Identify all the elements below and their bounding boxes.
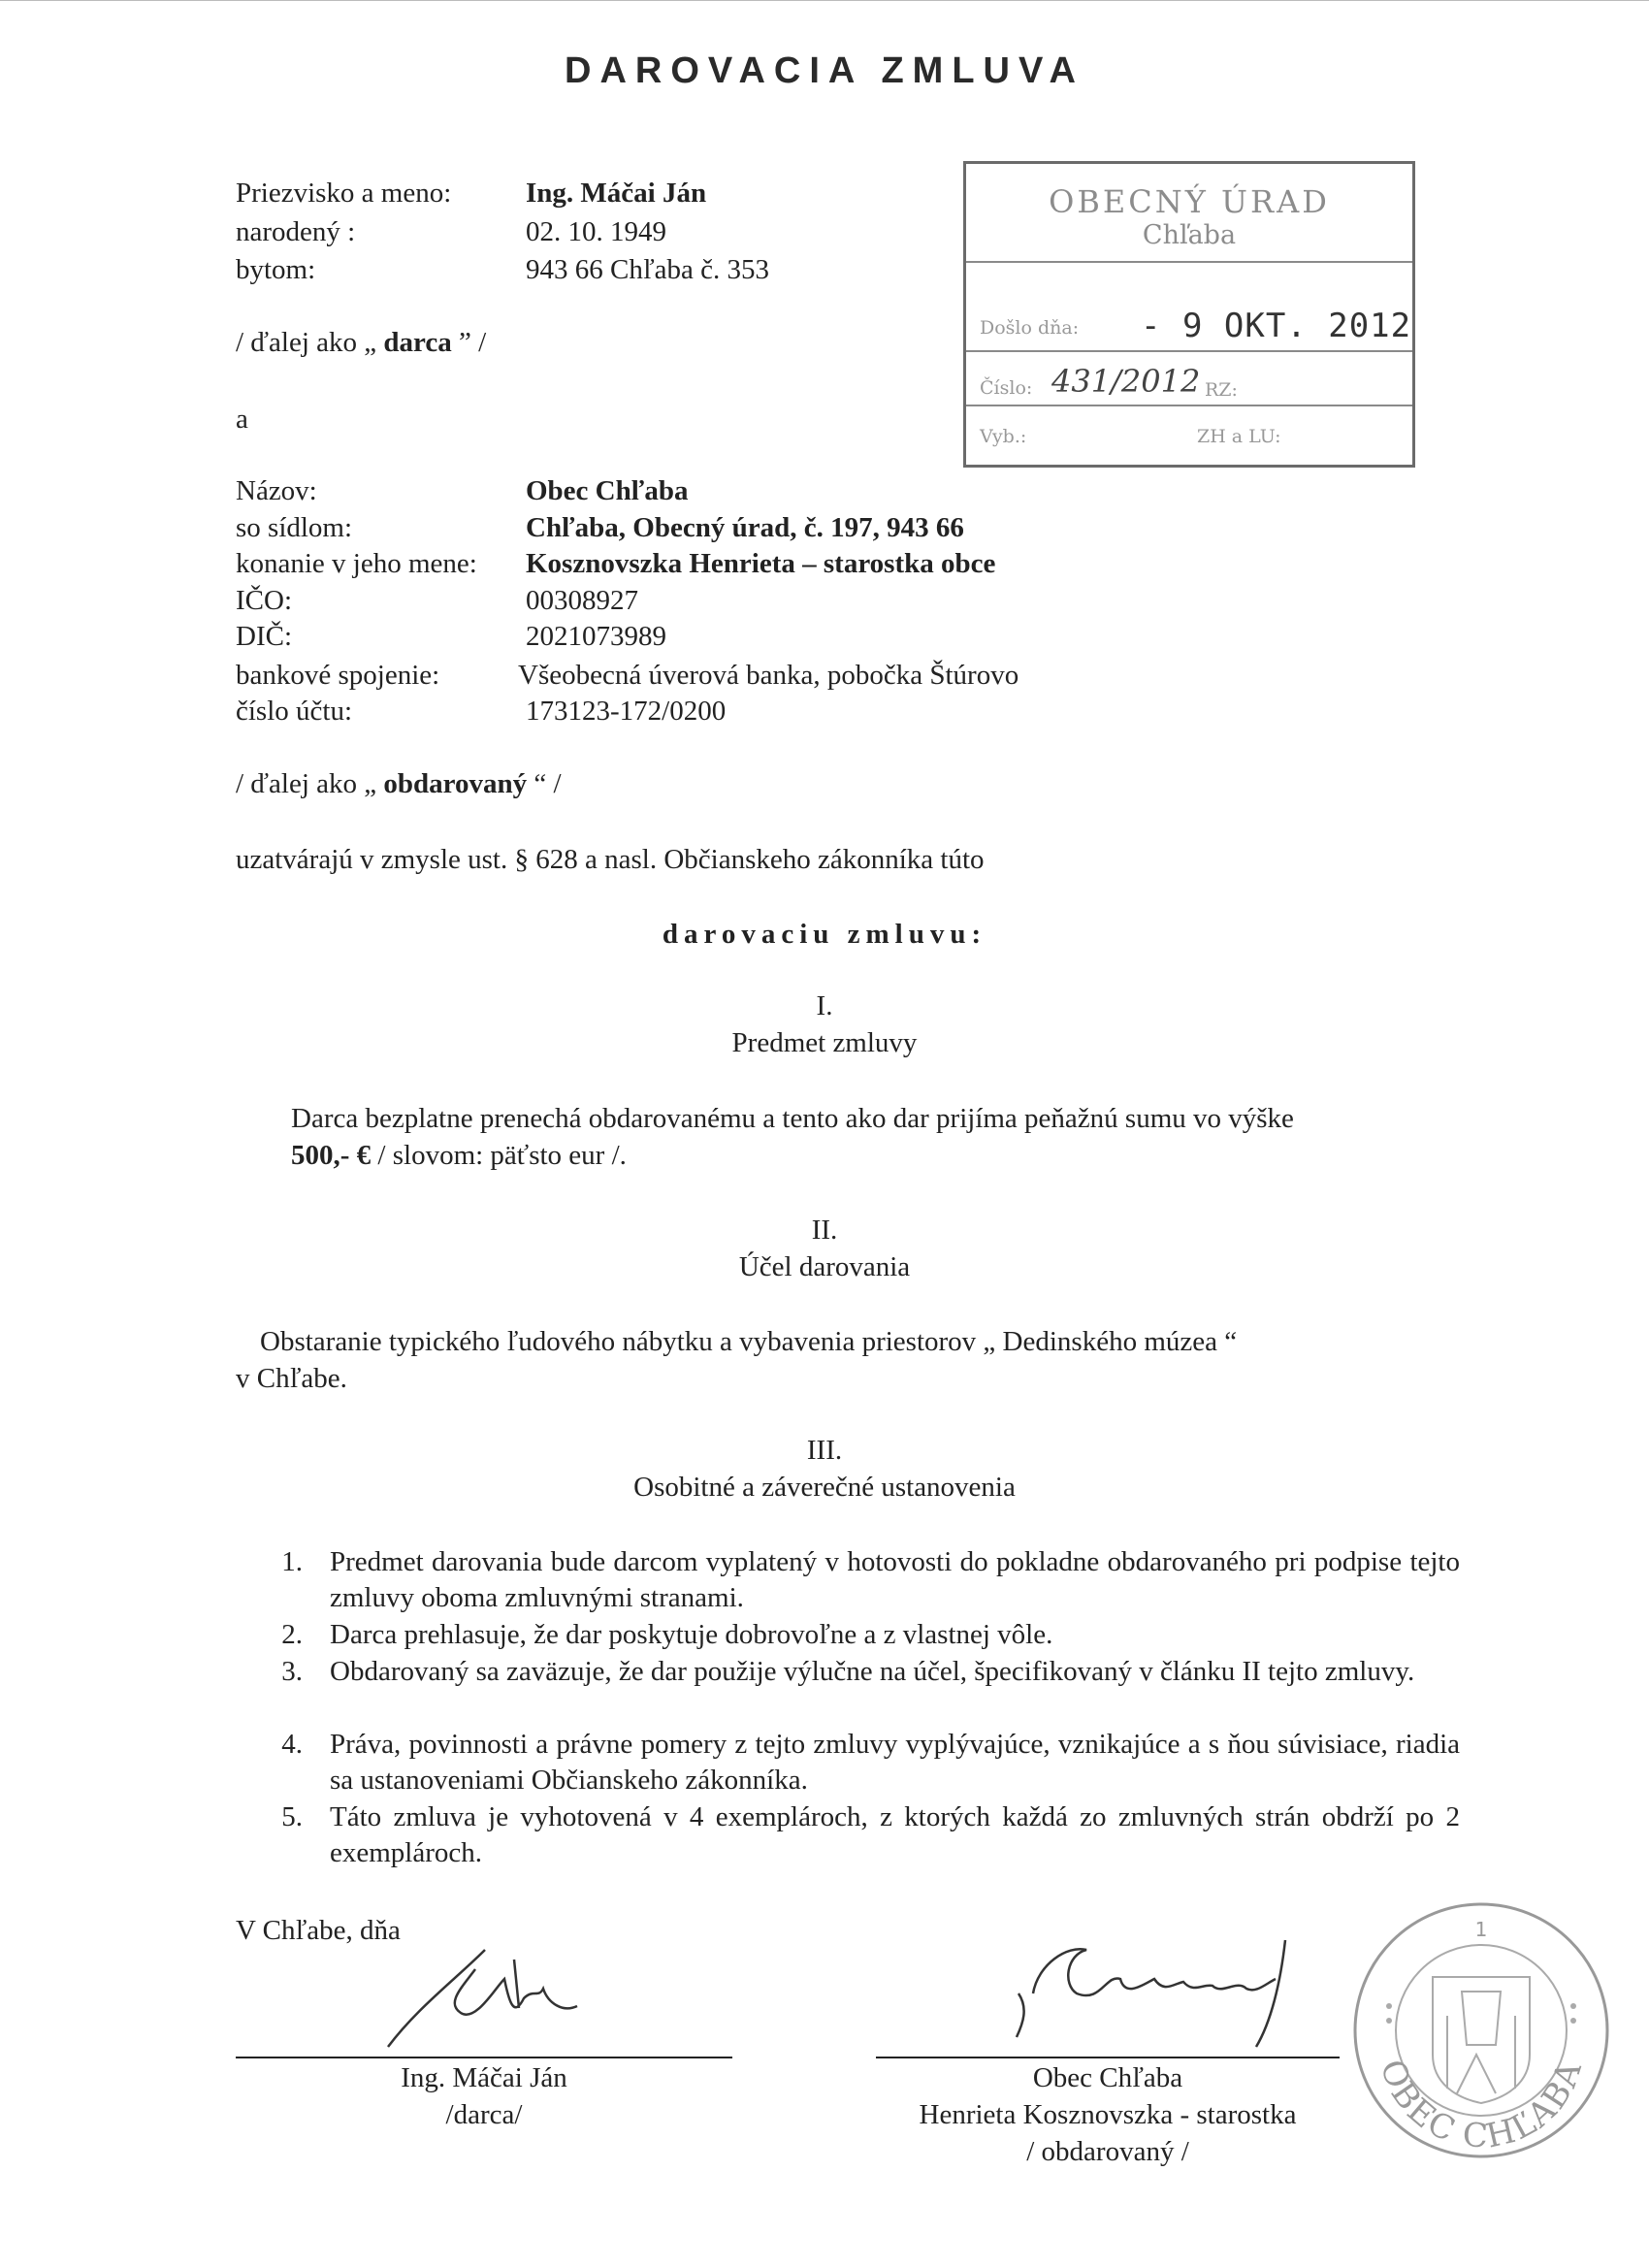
recipient-ico: 00308927: [526, 585, 638, 616]
stamp-archive-label: ZH a LU:: [1197, 426, 1281, 447]
registry-stamp: [963, 161, 1415, 468]
donor-born-label: narodený :: [236, 216, 356, 247]
donation-amount: 500,- €: [291, 1140, 372, 1171]
provision-5-text: Táto zmluva je vyhotovená v 4 exemplároch, z ktorých každá zo zmluvných strán obdrží po 2 exemplároch.: [330, 1801, 1460, 1868]
stamp-town: Chľaba: [1142, 220, 1237, 250]
stamp-handled-label: Vyb.:: [980, 426, 1027, 447]
document-title: DAROVACIA ZMLUVA: [565, 50, 1084, 91]
donor-sign-role: /darca/: [445, 2099, 523, 2130]
alias-suffix: “ /: [534, 768, 562, 799]
section-3-title: Osobitné a záverečné ustanovenia: [633, 1472, 1016, 1503]
stamp-received-label: Došlo dňa:: [980, 317, 1080, 339]
donor-address: 943 66 Chľaba č. 353: [526, 254, 769, 285]
provision-4-number: 4.: [281, 1729, 303, 1760]
section-2-text-cont: v Chľabe.: [236, 1363, 347, 1394]
stamp-rz-label: RZ:: [1205, 379, 1238, 401]
stamp-received-date: - 9 OKT. 2012: [1141, 307, 1412, 345]
recipient-dic: 2021073989: [526, 621, 666, 652]
provision-2-number: 2.: [281, 1619, 303, 1650]
recipient-alias: obdarovaný: [383, 768, 528, 799]
section-2-text: Obstaranie typického ľudového nábytku a vybavenia priestorov „ Dedinského múzea “: [260, 1326, 1238, 1357]
place-date: V Chľabe, dňa: [236, 1915, 401, 1946]
provision-2-text: Darca prehlasuje, že dar poskytuje dobrovoľne a z vlastnej vôle.: [330, 1619, 1053, 1650]
provision-3-text: Obdarovaný sa zaväzuje, že dar použije výlučne na účel, špecifikovaný v článku II tejto zmluvy.: [330, 1656, 1415, 1687]
section-1-text: Darca bezplatne prenechá obdarovanému a tento ako dar prijíma peňažnú sumu vo výške: [291, 1103, 1294, 1134]
recipient-seat: Chľaba, Obecný úrad, č. 197, 943 66: [526, 512, 964, 543]
donor-alias-line: [236, 325, 486, 361]
recipient-sign-role: / obdarovaný /: [1026, 2136, 1189, 2167]
recipient-rep-label: konanie v jeho mene:: [236, 548, 477, 579]
section-1-amount-line: [291, 1138, 627, 1174]
provision-5-number: 5.: [281, 1801, 303, 1832]
donor-address-label: bytom:: [236, 254, 316, 285]
section-2-number: II.: [811, 1215, 838, 1246]
recipient-sign-name: Obec Chľaba: [1032, 2062, 1183, 2093]
alias-prefix: / ďalej ako „: [236, 327, 377, 358]
conjunction: a: [236, 404, 248, 435]
donor-signature-line: [236, 2057, 732, 2058]
recipient-dic-label: DIČ:: [236, 621, 292, 652]
donor-alias: darca: [383, 327, 452, 358]
recipient-seat-label: so sídlom:: [236, 512, 353, 543]
donor-name: Ing. Máčai Ján: [526, 178, 707, 209]
section-3-number: III.: [806, 1435, 843, 1466]
donor-signature-icon: [369, 1930, 611, 2057]
donor-born: 02. 10. 1949: [526, 216, 666, 247]
recipient-account: 173123-172/0200: [526, 696, 727, 727]
donor-name-label: Priezvisko a meno:: [236, 178, 452, 209]
alias-suffix: ” /: [459, 327, 487, 358]
provision-1-number: 1.: [281, 1546, 303, 1577]
recipient-rep: Kosznovszka Henrieta – starostka obce: [526, 548, 996, 579]
svg-text:OBEC CHĽABA: [1372, 2055, 1590, 2155]
recipient-account-label: číslo účtu:: [236, 696, 353, 727]
seal-text: OBEC CHĽABA: [1372, 2055, 1591, 2156]
recipient-alias-line: [236, 766, 562, 802]
official-seal-icon: [1350, 1899, 1612, 2161]
provision-4-text: Práva, povinnosti a právne pomery z tejto zmluvy vyplývajúce, vznikajúce a s ňou súvisiace, riadia sa ustanoveniami Občianskeho zákonníka.: [330, 1729, 1460, 1796]
contract-heading: darovaciu zmluvu:: [662, 919, 987, 950]
section-2-title: Účel darovania: [738, 1251, 911, 1282]
stamp-office: OBECNÝ ÚRAD: [1049, 183, 1330, 220]
intro-text: uzatvárajú v zmysle ust. § 628 a nasl. Občianskeho zákonníka túto: [236, 844, 985, 875]
section-1-number: I.: [816, 990, 833, 1021]
recipient-signature-icon: [1009, 1926, 1319, 2057]
recipient-sign-person: Henrieta Kosznovszka - starostka: [919, 2099, 1297, 2130]
stamp-number-label: Číslo:: [980, 377, 1033, 399]
stamp-number-value: 431/2012: [1051, 363, 1201, 400]
recipient-bank-label: bankové spojenie:: [236, 660, 440, 691]
section-1-title: Predmet zmluvy: [731, 1027, 918, 1058]
recipient-name-label: Názov:: [236, 475, 317, 506]
donor-sign-name: Ing. Máčai Ján: [401, 2062, 567, 2093]
recipient-signature-line: [876, 2057, 1340, 2058]
top-edge-line: [0, 0, 1649, 1]
alias-prefix: / ďalej ako „: [236, 768, 377, 799]
seal-number: 1: [1474, 1918, 1488, 1941]
provision-3-number: 3.: [281, 1656, 303, 1687]
provision-1-text: Predmet darovania bude darcom vyplatený v hotovosti do pokladne obdarovaného pri podpise tejto zmluvy oboma zmluvnými stranami.: [330, 1546, 1460, 1613]
recipient-name: Obec Chľaba: [526, 475, 689, 506]
amount-in-words: / slovom: päťsto eur /.: [377, 1140, 627, 1171]
recipient-ico-label: IČO:: [236, 585, 292, 616]
recipient-bank: Všeobecná úverová banka, pobočka Štúrovo: [518, 660, 1019, 691]
